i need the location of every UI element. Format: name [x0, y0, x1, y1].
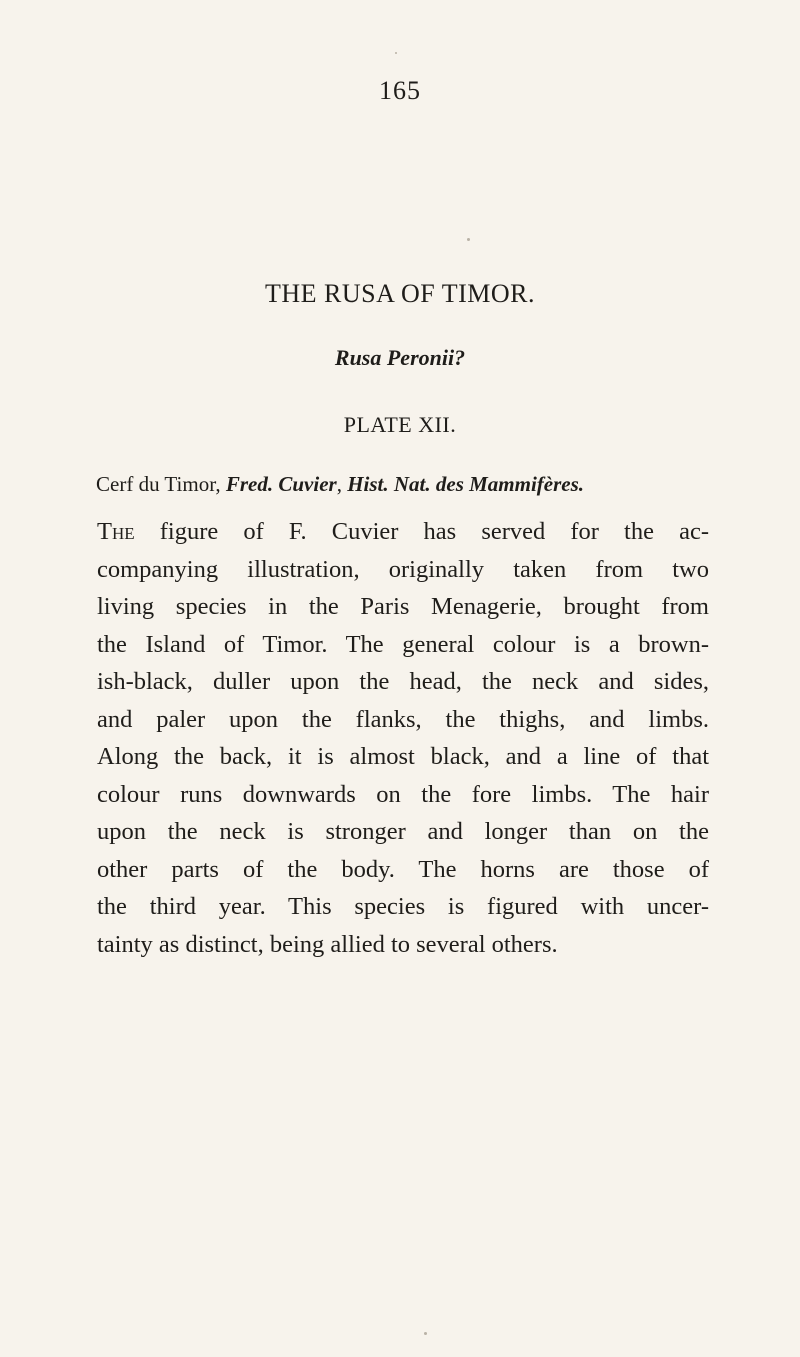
paragraph-line: ish-black, duller upon the head, the neck and sides, — [97, 668, 709, 695]
paragraph-line: companying illustration, originally taken from two — [97, 555, 709, 583]
plate-label: PLATE XII. — [343, 412, 457, 437]
paper-speck — [424, 1332, 427, 1335]
paragraph-first-word: The — [97, 518, 135, 545]
paragraph-line-text: figure of F. Cuvier has served for the ac- — [134, 518, 709, 545]
reference-prefix: Cerf du Timor, — [96, 472, 226, 496]
reference-work: Hist. Nat. des Mammifères. — [347, 472, 585, 496]
reference-author: Fred. Cuvier — [225, 472, 337, 496]
paragraph-line: Along the back, it is almost black, and a line of that — [97, 743, 709, 770]
paragraph-line — [97, 513, 709, 551]
reference-line — [96, 472, 776, 497]
paragraph-line: and paler upon the flanks, the thighs, and limbs. — [97, 705, 709, 733]
paragraph-line: the third year. This species is figured with uncer- — [97, 893, 709, 920]
paragraph-line: living species in the Paris Menagerie, brought from — [97, 593, 709, 620]
page-number: 165 — [379, 76, 421, 105]
species-subtitle: Rusa Peronii? — [334, 345, 466, 370]
paragraph-line: upon the neck is stronger and longer than on the — [97, 818, 709, 845]
paragraph-line: tainty as distinct, being allied to several others. — [97, 930, 558, 958]
paragraph-line: the Island of Timor. The general colour is a brown- — [97, 630, 709, 658]
page-title: THE RUSA OF TIMOR. — [264, 279, 535, 308]
paragraph-line: colour runs downwards on the fore limbs. The hair — [97, 780, 709, 808]
reference-comma: , — [336, 472, 348, 496]
paper-speck — [467, 238, 470, 241]
body-paragraph — [97, 513, 709, 963]
paragraph-line: other parts of the body. The horns are those of — [97, 855, 709, 883]
paper-speck — [395, 52, 397, 54]
